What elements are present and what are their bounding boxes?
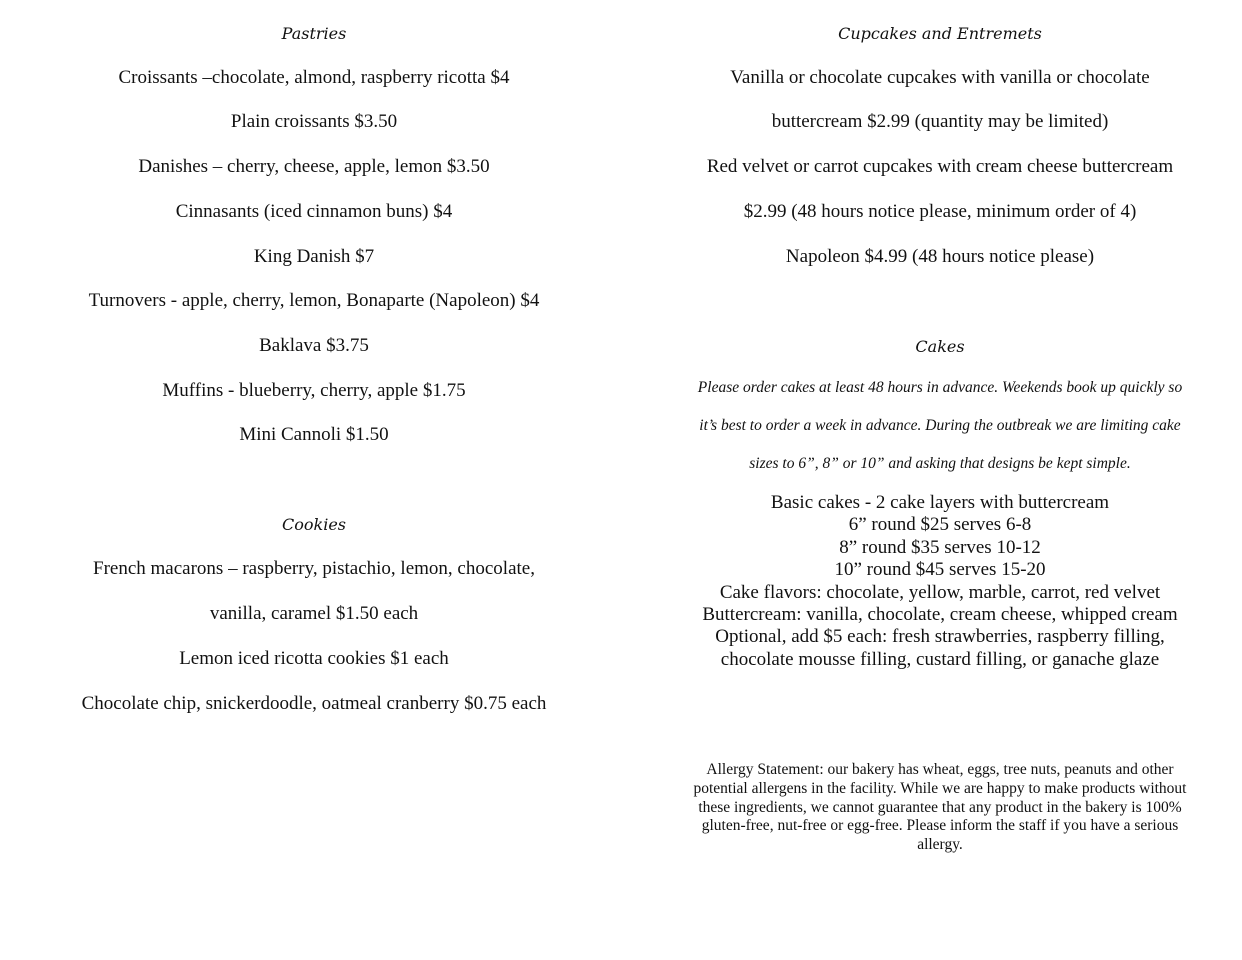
menu-item: Lemon iced ricotta cookies $1 each — [179, 648, 449, 669]
menu-item: Mini Cannoli $1.50 — [239, 424, 389, 445]
cake-order-notice: it’s best to order a week in advance. During the outbreak we are limiting cake — [699, 417, 1181, 434]
cakes-heading: Cakes — [915, 337, 965, 356]
menu-item: Muffins - blueberry, cherry, apple $1.75 — [162, 380, 466, 401]
menu-item: $2.99 (48 hours notice please, minimum order of 4) — [743, 201, 1137, 222]
menu-item: Croissants –chocolate, almond, raspberry ricotta $4 — [118, 67, 510, 88]
cake-detail-line: 10” round $45 serves 15-20 — [834, 559, 1046, 581]
cake-order-notice: Please order cakes at least 48 hours in advance. Weekends book up quickly so — [697, 379, 1183, 396]
cake-detail-line: Optional, add $5 each: fresh strawberries, raspberry filling, — [715, 626, 1165, 648]
cake-detail-line: chocolate mousse filling, custard filling, or ganache glaze — [720, 648, 1160, 670]
menu-item: Baklava $3.75 — [259, 335, 369, 356]
cake-order-notice: sizes to 6”, 8” or 10” and asking that designs be kept simple. — [749, 455, 1131, 472]
menu-item: Turnovers - apple, cherry, lemon, Bonaparte (Napoleon) $4 — [88, 290, 540, 311]
left-column — [24, 0, 604, 960]
menu-item: Red velvet or carrot cupcakes with cream cheese buttercream — [706, 156, 1174, 177]
menu-item: Vanilla or chocolate cupcakes with vanilla or chocolate — [730, 67, 1150, 88]
cake-detail-line: Cake flavors: chocolate, yellow, marble, carrot, red velvet — [719, 581, 1161, 603]
menu-item: Plain croissants $3.50 — [230, 111, 398, 132]
menu-item: Napoleon $4.99 (48 hours notice please) — [785, 246, 1095, 267]
right-column — [640, 0, 1240, 960]
cake-detail-line: Buttercream: vanilla, chocolate, cream cheese, whipped cream — [702, 604, 1178, 626]
pastries-heading: Pastries — [281, 24, 347, 43]
menu-item: buttercream $2.99 (quantity may be limited) — [771, 111, 1109, 132]
menu-item: vanilla, caramel $1.50 each — [209, 603, 419, 624]
allergy-statement: Allergy Statement: our bakery has wheat, eggs, tree nuts, peanuts and other potential allergens in the facility. While we are happy to make products without these ingredients, we cannot guarantee that any product in the bakery is 100% gluten-free, nut-free or egg-free. Please inform the staff if you have a serious allergy. — [693, 761, 1187, 854]
cupcakes-heading: Cupcakes and Entremets — [838, 24, 1042, 43]
cake-details — [640, 492, 1240, 671]
menu-item: King Danish $7 — [253, 246, 375, 267]
cake-detail-line: Basic cakes - 2 cake layers with buttercream — [770, 492, 1110, 513]
menu-item: Cinnasants (iced cinnamon buns) $4 — [175, 201, 453, 222]
cake-detail-line: 8” round $35 serves 10-12 — [839, 536, 1041, 558]
menu-item: Chocolate chip, snickerdoodle, oatmeal cranberry $0.75 each — [81, 693, 547, 714]
menu-item: French macarons – raspberry, pistachio, lemon, chocolate, — [93, 558, 535, 579]
cookies-heading: Cookies — [282, 515, 346, 534]
cake-detail-line: 6” round $25 serves 6-8 — [848, 514, 1032, 536]
menu-item: Danishes – cherry, cheese, apple, lemon $3.50 — [138, 156, 490, 177]
